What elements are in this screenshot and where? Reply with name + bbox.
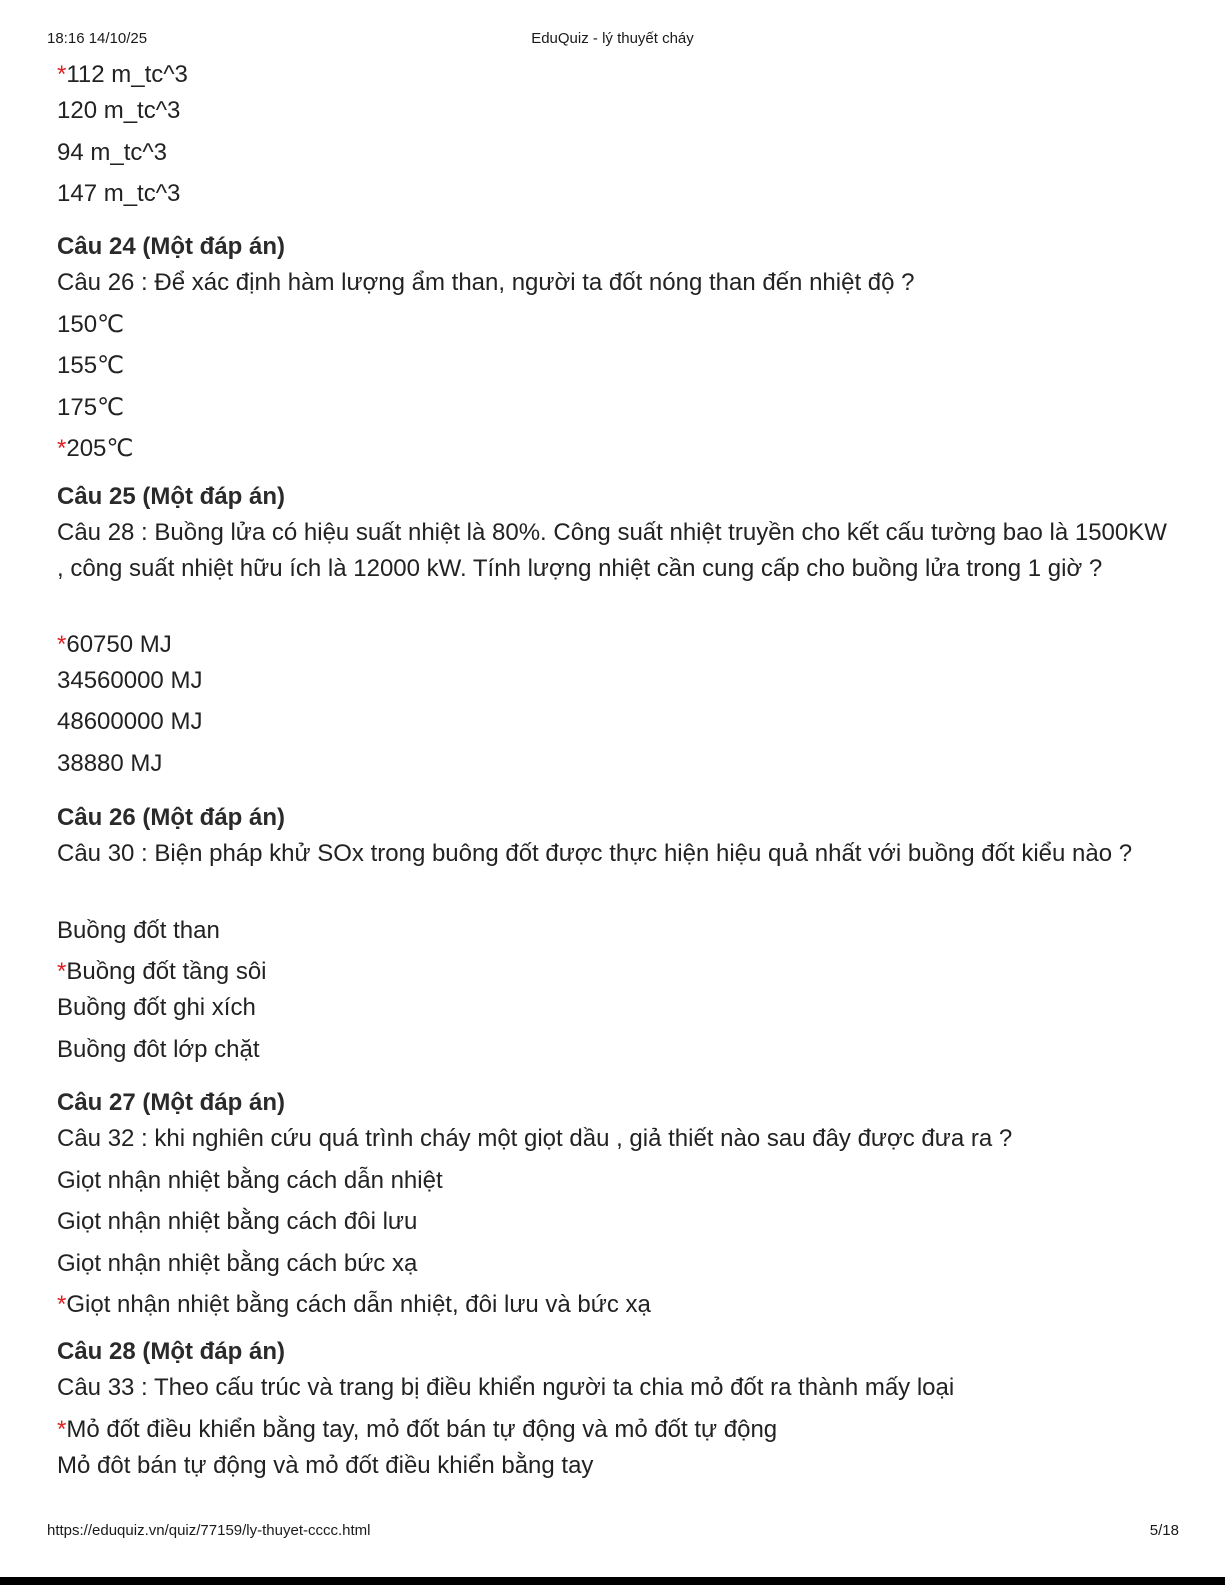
question-heading: Câu 28 (Một đáp án): [57, 1338, 286, 1365]
option-label: 112 m_tc^3: [66, 61, 188, 88]
question-heading: Câu 25 (Một đáp án): [57, 483, 286, 510]
option[interactable]: 94 m_tc^3: [57, 139, 167, 166]
page-title: EduQuiz - lý thuyết cháy: [531, 30, 694, 47]
option-label: 60750 MJ: [66, 631, 172, 658]
correct-marker: *: [57, 631, 67, 658]
page-number: 5/18: [1149, 1522, 1179, 1539]
question-text: Câu 33 : Theo cấu trúc và trang bị điều khiển người ta chia mỏ đốt ra thành mấy loại: [57, 1374, 955, 1401]
option[interactable]: 150℃: [57, 311, 124, 338]
question-text: Câu 32 : khi nghiên cứu quá trình cháy một giọt dầu , giả thiết nào sau đây được đưa ra ?: [57, 1125, 1013, 1152]
option[interactable]: Giọt nhận nhiệt bằng cách dẫn nhiệt: [57, 1167, 443, 1194]
option-correct[interactable]: [57, 60, 188, 90]
option-correct[interactable]: [57, 1290, 651, 1320]
option-label: Mỏ đốt điều khiển bằng tay, mỏ đốt bán tự động và mỏ đốt tự động: [66, 1416, 778, 1443]
option-correct[interactable]: [57, 630, 172, 660]
correct-marker: *: [57, 1416, 67, 1443]
question-text: Câu 26 : Để xác định hàm lượng ẩm than, người ta đốt nóng than đến nhiệt độ ?: [57, 269, 915, 296]
option[interactable]: Giọt nhận nhiệt bằng cách bức xạ: [57, 1250, 418, 1277]
question-text: Câu 28 : Buồng lửa có hiệu suất nhiệt là 80%. Công suất nhiệt truyền cho kết cấu tường bao là 1500KW , công suất nhiệt hữu ích là 12000 kW. Tính lượng nhiệt cần cung cấp cho buồng lửa trong 1 giờ ?: [57, 519, 1167, 582]
option[interactable]: Buồng đôt lớp chặt: [57, 1036, 260, 1063]
bottom-edge-bar: [0, 1577, 1225, 1585]
option-correct[interactable]: [57, 1415, 777, 1445]
option-correct[interactable]: [57, 434, 133, 464]
correct-marker: *: [57, 61, 67, 88]
option-label: Giọt nhận nhiệt bằng cách dẫn nhiệt, đôi lưu và bức xạ: [66, 1291, 651, 1318]
option-correct[interactable]: [57, 957, 267, 987]
option-label: 205℃: [66, 435, 134, 462]
option[interactable]: 147 m_tc^3: [57, 180, 181, 207]
correct-marker: *: [57, 435, 67, 462]
question-heading: Câu 27 (Một đáp án): [57, 1089, 286, 1116]
option-label: Buồng đốt tầng sôi: [66, 958, 267, 985]
correct-marker: *: [57, 1291, 67, 1318]
option[interactable]: 120 m_tc^3: [57, 97, 181, 124]
print-datetime: 18:16 14/10/25: [47, 30, 148, 47]
option[interactable]: Mỏ đôt bán tự động và mỏ đốt điều khiển bằng tay: [57, 1452, 594, 1479]
option[interactable]: Giọt nhận nhiệt bằng cách đôi lưu: [57, 1208, 418, 1235]
question-heading: Câu 24 (Một đáp án): [57, 233, 286, 260]
page-url: https://eduquiz.vn/quiz/77159/ly-thuyet-cccc.html: [47, 1522, 371, 1539]
option[interactable]: 155℃: [57, 352, 124, 379]
option[interactable]: 34560000 MJ: [57, 667, 203, 694]
correct-marker: *: [57, 958, 67, 985]
option[interactable]: Buồng đốt than: [57, 917, 220, 944]
question-heading: Câu 26 (Một đáp án): [57, 804, 286, 831]
option[interactable]: Buồng đốt ghi xích: [57, 994, 256, 1021]
option[interactable]: 175℃: [57, 394, 124, 421]
option[interactable]: 48600000 MJ: [57, 708, 203, 735]
option[interactable]: 38880 MJ: [57, 750, 163, 777]
question-text: Câu 30 : Biện pháp khử SOx trong buông đốt được thực hiện hiệu quả nhất với buồng đốt kiểu nào ?: [57, 840, 1133, 867]
